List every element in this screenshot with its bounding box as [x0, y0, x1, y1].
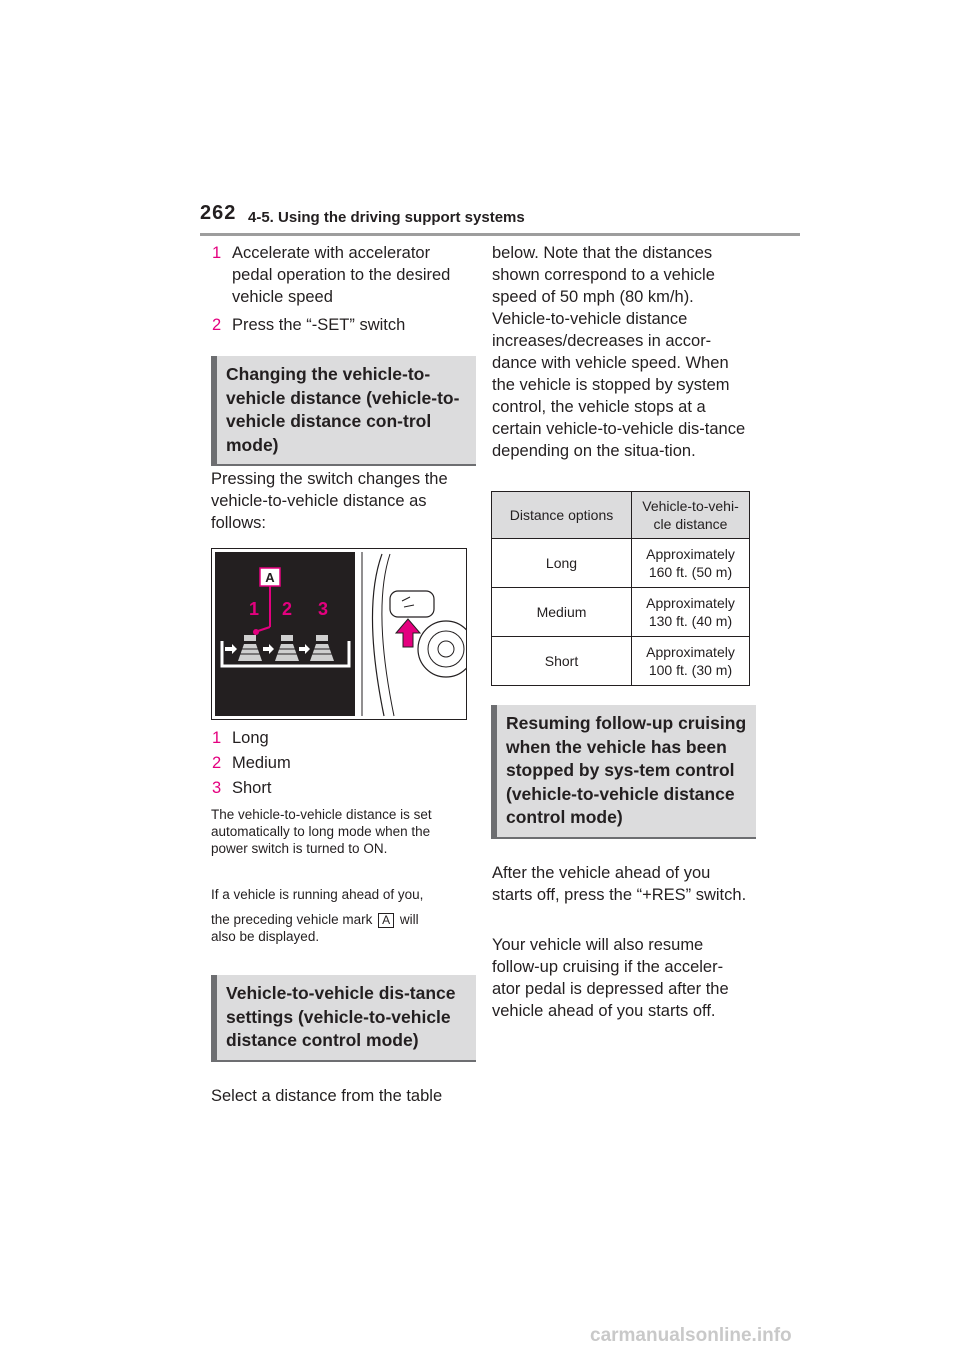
- table-cell: Approximately 160 ft. (50 m): [632, 539, 750, 588]
- table-row: [492, 637, 750, 686]
- heading-resuming-cruising: Resuming follow-up cruising when the vehicle has been stopped by sys-tem control (vehicle-to-vehicle distance control mode): [491, 705, 756, 839]
- figure-label-3: 3: [318, 599, 329, 619]
- table-cell: Short: [492, 637, 632, 686]
- heading-distance-settings: Vehicle-to-vehicle dis-tance settings (vehicle-to-vehicle distance control mode): [211, 975, 476, 1062]
- note-default-mode: The vehicle-to-vehicle distance is set automatically to long mode when the power switch is turned to ON.: [211, 807, 432, 856]
- figure-label-2: 2: [282, 599, 293, 619]
- option-item: [212, 776, 470, 801]
- note-preceding-vehicle: [211, 886, 466, 945]
- step-2: [212, 314, 470, 336]
- distance-option-list: [212, 726, 470, 801]
- page-number: 262: [200, 202, 237, 224]
- paragraph-press-res: After the vehicle ahead of you starts off, press the “+RES” switch.: [492, 864, 747, 904]
- step-1: [212, 242, 470, 308]
- table-row: [492, 588, 750, 637]
- distance-figure: [211, 548, 467, 720]
- table-cell: Long: [492, 539, 632, 588]
- note-text-will: will: [399, 912, 419, 927]
- table-cell: Medium: [492, 588, 632, 637]
- option-number: 2: [212, 754, 222, 772]
- paragraph-distance-explanation: below. Note that the distances shown correspond to a vehicle speed of 50 mph (80 km/h). Vehicle-to-vehicle distance increases/decreases in accor-dance with vehicle speed. When the vehicle is stopped by system control, the vehicle stops at a certain vehicle-to-vehicle dis-tance depending on the situa-tion.: [492, 244, 746, 460]
- steps-top: [212, 242, 470, 336]
- note-line-3: also be displayed.: [211, 929, 320, 944]
- table-row: [492, 539, 750, 588]
- paragraph-select-distance: Select a distance from the table: [211, 1087, 443, 1105]
- note-line-1: If a vehicle is running ahead of you,: [211, 887, 424, 902]
- preceding-vehicle-mark: A: [378, 913, 394, 928]
- distance-illustration: [212, 549, 466, 719]
- option-text: Medium: [232, 754, 291, 772]
- heading-changing-distance: Changing the vehicle-to-vehicle distance (vehicle-to-vehicle distance con-trol mode): [211, 356, 476, 466]
- figure-label-1: 1: [249, 599, 260, 619]
- table-cell: Approximately 100 ft. (30 m): [632, 637, 750, 686]
- header-rule: [200, 233, 800, 236]
- table-header: Vehicle-to-vehi-cle distance: [632, 492, 750, 539]
- step-text: Press the “-SET” switch: [232, 316, 406, 334]
- option-text: Long: [232, 729, 269, 747]
- option-item: [212, 751, 470, 776]
- note-text: the preceding vehicle mark: [211, 912, 373, 927]
- step-number: 2: [212, 316, 222, 334]
- paragraph-pressing-switch: Pressing the switch changes the vehicle-to-vehicle distance as follows:: [211, 470, 448, 532]
- footer-watermark: carmanualsonline.info: [590, 1325, 792, 1346]
- table-header: Distance options: [492, 492, 632, 539]
- step-number: 1: [212, 244, 222, 262]
- table-cell: Approximately 130 ft. (40 m): [632, 588, 750, 637]
- distance-table: [491, 491, 750, 686]
- section-title: 4-5. Using the driving support systems: [248, 209, 525, 226]
- option-number: 3: [212, 779, 222, 797]
- note-line-2: [211, 911, 466, 928]
- option-item: [212, 726, 470, 751]
- option-text: Short: [232, 779, 272, 797]
- paragraph-resume-follow-up: Your vehicle will also resume follow-up cruising if the acceler-ator pedal is depressed after the vehicle ahead of you starts off.: [492, 936, 729, 1020]
- table-header-row: [492, 492, 750, 539]
- figure-label-a: A: [265, 570, 275, 585]
- option-number: 1: [212, 729, 222, 747]
- step-text: Accelerate with accelerator pedal operation to the desired vehicle speed: [232, 244, 451, 306]
